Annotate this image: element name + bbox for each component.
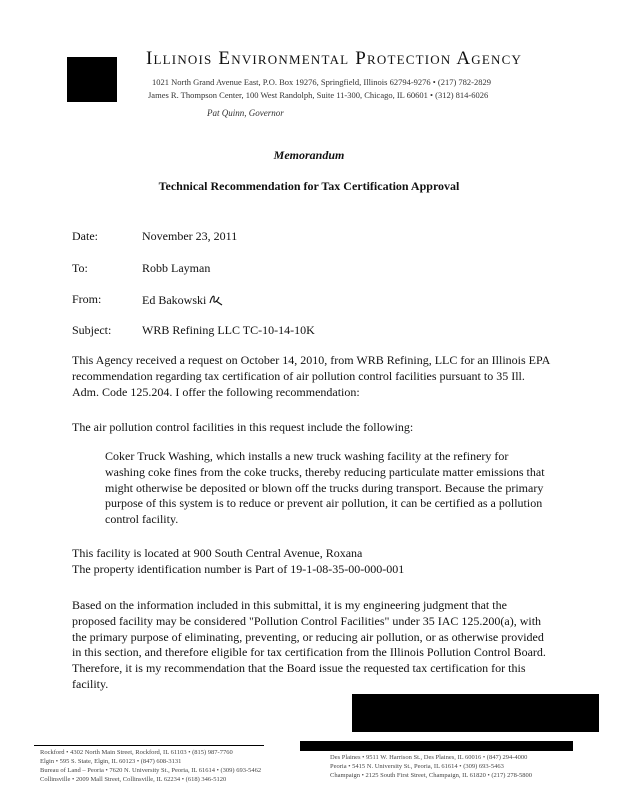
subject-label: Subject: xyxy=(72,323,112,337)
intro-paragraph: This Agency received a request on October 14, 2010, from WRB Refining, LLC for an Illinois EPA recommendation regarding tax certification of air pollution control facilities pursuant to 35 Ill. Adm. Code 125.204. I offer the following recommendation: xyxy=(72,353,550,399)
footer-right-line2: Peoria • 5415 N. University St., Peoria, IL 61614 • (309) 693-5463 xyxy=(330,763,504,770)
footer-right-line1: Des Plaines • 9511 W. Harrison St., Des Plaines, IL 60016 • (847) 294-4000 xyxy=(330,754,528,761)
date-value: November 23, 2011 xyxy=(142,229,238,243)
agency-address-line1: 1021 North Grand Avenue East, P.O. Box 19276, Springfield, Illinois 62794-9276 • (217) 782-2829 xyxy=(152,77,492,87)
footer-left-line3: Bureau of Land – Peoria • 7620 N. University St., Peoria, IL 61614 • (309) 693-5462 xyxy=(40,767,262,774)
facilities-intro: The air pollution control facilities in this request include the following: xyxy=(72,420,414,434)
footer-left-line2: Elgin • 595 S. State, Elgin, IL 60123 • (847) 608-3131 xyxy=(40,758,182,765)
date-label: Date: xyxy=(72,229,98,243)
footer-left-line4: Collinsville • 2009 Mall Street, Collinsville, IL 62234 • (618) 346-5120 xyxy=(40,776,227,783)
from-field xyxy=(142,292,223,308)
footer-left-offices xyxy=(40,748,261,784)
footer-redaction-bar xyxy=(300,741,573,751)
to-value: Robb Layman xyxy=(142,261,211,275)
subject-value: WRB Refining LLC TC-10-14-10K xyxy=(142,323,315,337)
redaction-block xyxy=(352,694,599,732)
footer-divider xyxy=(34,745,264,746)
footer-left-line1: Rockford • 4302 North Main Street, Rockford, IL 61103 • (815) 987-7760 xyxy=(40,749,233,756)
recommendation-paragraph: Based on the information included in this submittal, it is my engineering judgment that the proposed facility may be considered "Pollution Control Facilities" under 35 IAC 125.200(a), with the primary purpose of eliminating, preventing, or reducing air pollution, or as otherwise provided in this section, and therefore eligible for tax certification from the Illinois Pollution Control Board. Therefore, it is my recommendation that the Board issue the requested tax certification for this facility. xyxy=(72,598,546,691)
agency-name: Illinois Environmental Protection Agency xyxy=(146,48,523,69)
coker-truck-washing-description: Coker Truck Washing, which installs a new truck washing facility at the refinery for washing coke fines from the coke trucks, thereby reducing particulate matter emissions that might otherwise be deposited or blown off the trucks during transport. Because the primary purpose of this system is to reduce or prevent air pollution, it can be certified as a pollution control facility. xyxy=(105,449,545,527)
memo-heading: Memorandum xyxy=(273,148,345,162)
from-value: Ed Bakowski xyxy=(142,293,207,307)
agency-address-line2: James R. Thompson Center, 100 West Randolph, Suite 11-300, Chicago, IL 60601 • (312) 814-6026 xyxy=(148,90,489,100)
agency-logo-redacted xyxy=(67,57,117,102)
footer-right-line3: Champaign • 2125 South First Street, Champaign, IL 61820 • (217) 278-5800 xyxy=(330,772,533,779)
initials-signature-icon xyxy=(209,292,223,306)
memo-subject-heading: Technical Recommendation for Tax Certification Approval xyxy=(158,179,460,193)
from-label: From: xyxy=(72,292,102,306)
facility-location: This facility is located at 900 South Central Avenue, Roxana xyxy=(72,546,363,560)
property-id: The property identification number is Part of 19-1-08-35-00-000-001 xyxy=(72,562,405,576)
governor-name: Pat Quinn, Governor xyxy=(207,108,284,118)
footer-right-offices xyxy=(330,753,532,780)
to-label: To: xyxy=(72,261,88,275)
